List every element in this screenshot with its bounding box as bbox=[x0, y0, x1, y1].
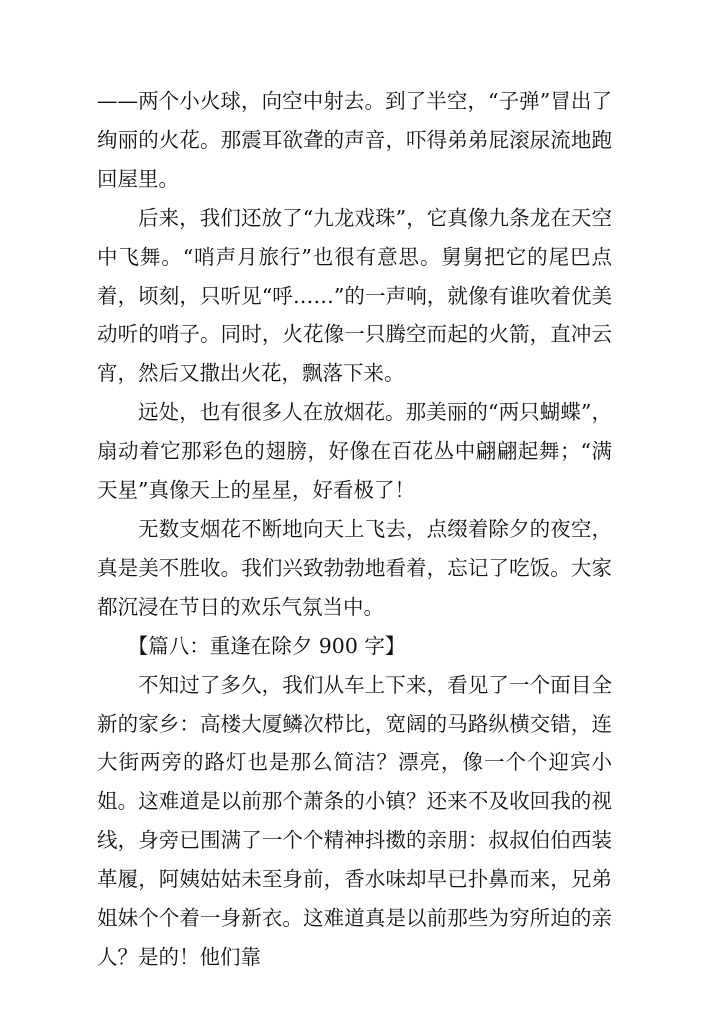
paragraph-2: 后来，我们还放了“九龙戏珠”，它真像九条龙在天空中飞舞。“哨声月旅行”也很有意思。舅舅把它的尾巴点着，顷刻，只听见“呼……”的一声响，就像有谁吹着优美动听的哨子。同时，火花像一只腾空而起的火箭，直冲云宵，然后又撒出火花，飘落下来。 bbox=[97, 205, 612, 386]
paragraph-5: 不知过了多久，我们从车上下来，看见了一个面目全新的家乡：高楼大厦鳞次栉比，宽阔的马路纵横交错，连大街两旁的路灯也是那么简洁？漂亮，像一个个迎宾小姐。这难道是以前那个萧条的小镇？还来不及收回我的视线，身旁已围满了一个个精神抖擞的亲朋：叔叔伯伯西装革履，阿姨姑姑未至身前，香水味却早已扑鼻而来，兄弟姐妹个个着一身新衣。这难道真是以前那些为穷所迫的亲人？是的！他们靠 bbox=[97, 672, 612, 969]
section-heading: 【篇八：重逢在除夕 900 字】 bbox=[127, 633, 406, 658]
paragraph-3: 远处，也有很多人在放烟花。那美丽的“两只蝴蝶”，扇动着它那彩色的翅膀，好像在百花丛中翩翩起舞；“满天星”真像天上的星星，好看极了！ bbox=[97, 400, 612, 503]
document-page bbox=[97, 82, 612, 977]
paragraph-1: ——两个小火球，向空中射去。到了半空，“子弹”冒出了绚丽的火花。那震耳欲聋的声音，吓得弟弟屁滚尿流地跑回屋里。 bbox=[97, 89, 612, 191]
paragraph-4: 无数支烟花不断地向天上飞去，点缀着除夕的夜空，真是美不胜收。我们兴致勃勃地看着，忘记了吃饭。大家都沉浸在节日的欢乐气氛当中。 bbox=[97, 516, 612, 619]
